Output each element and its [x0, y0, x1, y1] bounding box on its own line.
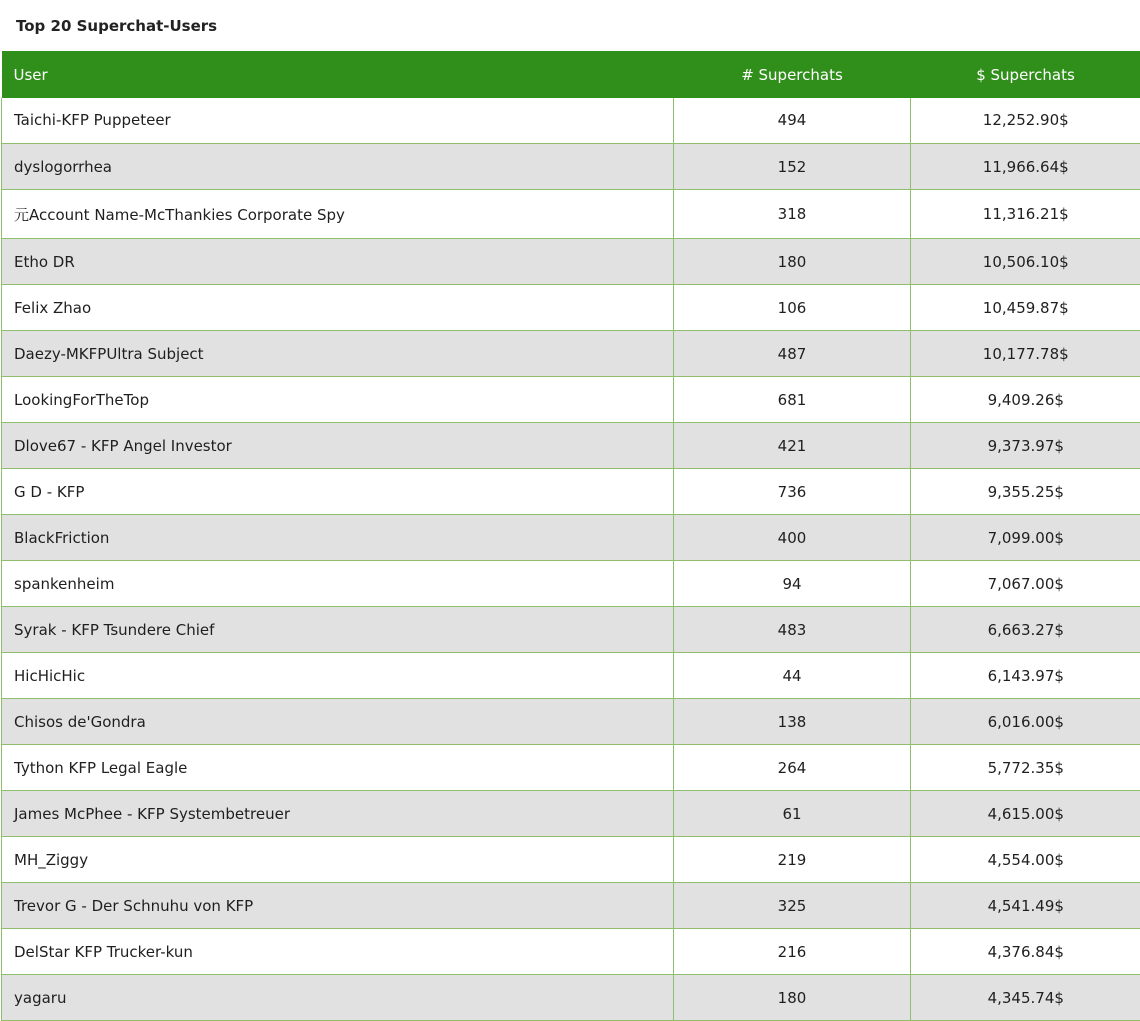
cell-superchat-count: 736: [674, 469, 911, 515]
cell-superchat-amount: 7,099.00$: [911, 515, 1140, 561]
cell-superchat-count: 216: [674, 929, 911, 975]
cell-user-name: 元Account Name-McThankies Corporate Spy: [2, 190, 674, 239]
superchat-users-table-container: [1, 51, 1140, 1021]
cell-superchat-amount: 4,554.00$: [911, 837, 1140, 883]
cell-superchat-count: 681: [674, 377, 911, 423]
cell-superchat-count: 318: [674, 190, 911, 239]
cell-superchat-count: 494: [674, 98, 911, 144]
cell-superchat-count: 400: [674, 515, 911, 561]
cell-user-name: Dlove67 - KFP Angel Investor: [2, 423, 674, 469]
table-header: [2, 52, 1140, 98]
superchat-users-table: [1, 51, 1140, 1021]
cell-superchat-count: 180: [674, 239, 911, 285]
cell-superchat-count: 180: [674, 975, 911, 1021]
cell-superchat-count: 264: [674, 745, 911, 791]
table-row: [2, 837, 1140, 883]
cell-superchat-count: 483: [674, 607, 911, 653]
cell-superchat-amount: 4,345.74$: [911, 975, 1140, 1021]
cell-superchat-count: 487: [674, 331, 911, 377]
table-row: [2, 285, 1140, 331]
cell-user-name: DelStar KFP Trucker-kun: [2, 929, 674, 975]
cell-user-name: HicHicHic: [2, 653, 674, 699]
cell-superchat-amount: 7,067.00$: [911, 561, 1140, 607]
table-row: [2, 561, 1140, 607]
page-title: Top 20 Superchat-Users: [16, 17, 218, 35]
column-header-user[interactable]: User: [2, 52, 674, 98]
cell-superchat-amount: 10,459.87$: [911, 285, 1140, 331]
cell-superchat-count: 61: [674, 791, 911, 837]
cell-user-name: Chisos de'Gondra: [2, 699, 674, 745]
table-row: [2, 377, 1140, 423]
cell-user-name: dyslogorrhea: [2, 144, 674, 190]
table-row: [2, 791, 1140, 837]
table-row: [2, 699, 1140, 745]
cell-user-name: G D - KFP: [2, 469, 674, 515]
cell-user-name: MH_Ziggy: [2, 837, 674, 883]
cell-superchat-amount: 9,409.26$: [911, 377, 1140, 423]
cell-user-name: Syrak - KFP Tsundere Chief: [2, 607, 674, 653]
table-header-row: [2, 52, 1140, 98]
table-row: [2, 144, 1140, 190]
cell-superchat-count: 219: [674, 837, 911, 883]
cell-superchat-amount: 9,355.25$: [911, 469, 1140, 515]
table-row: [2, 469, 1140, 515]
cell-user-name: James McPhee - KFP Systembetreuer: [2, 791, 674, 837]
cell-superchat-amount: 11,316.21$: [911, 190, 1140, 239]
cell-user-name: Tython KFP Legal Eagle: [2, 745, 674, 791]
column-header-superchat-count[interactable]: # Superchats: [674, 52, 911, 98]
table-row: [2, 653, 1140, 699]
column-header-superchat-amount[interactable]: $ Superchats: [911, 52, 1140, 98]
table-row: [2, 929, 1140, 975]
table-row: [2, 515, 1140, 561]
table-row: [2, 190, 1140, 239]
cell-superchat-amount: 5,772.35$: [911, 745, 1140, 791]
cell-superchat-count: 106: [674, 285, 911, 331]
cell-superchat-amount: 11,966.64$: [911, 144, 1140, 190]
cell-user-name: Taichi-KFP Puppeteer: [2, 98, 674, 144]
table-row: [2, 607, 1140, 653]
cell-superchat-amount: 4,615.00$: [911, 791, 1140, 837]
cell-superchat-count: 421: [674, 423, 911, 469]
table-row: [2, 98, 1140, 144]
cell-superchat-count: 138: [674, 699, 911, 745]
cell-user-name: Trevor G - Der Schnuhu von KFP: [2, 883, 674, 929]
cell-superchat-amount: 6,143.97$: [911, 653, 1140, 699]
cell-user-name: spankenheim: [2, 561, 674, 607]
cell-superchat-count: 94: [674, 561, 911, 607]
cell-user-name: LookingForTheTop: [2, 377, 674, 423]
cell-user-name: Daezy-MKFPUltra Subject: [2, 331, 674, 377]
table-row: [2, 745, 1140, 791]
table-row: [2, 331, 1140, 377]
cell-user-name: BlackFriction: [2, 515, 674, 561]
cell-superchat-amount: 12,252.90$: [911, 98, 1140, 144]
cell-user-name: yagaru: [2, 975, 674, 1021]
cell-superchat-amount: 6,663.27$: [911, 607, 1140, 653]
cell-superchat-amount: 6,016.00$: [911, 699, 1140, 745]
cell-superchat-count: 152: [674, 144, 911, 190]
table-row: [2, 423, 1140, 469]
table-row: [2, 975, 1140, 1021]
cell-superchat-amount: 9,373.97$: [911, 423, 1140, 469]
cell-superchat-amount: 4,541.49$: [911, 883, 1140, 929]
cell-superchat-amount: 4,376.84$: [911, 929, 1140, 975]
table-row: [2, 883, 1140, 929]
cell-superchat-amount: 10,177.78$: [911, 331, 1140, 377]
cell-user-name: Felix Zhao: [2, 285, 674, 331]
cell-superchat-amount: 10,506.10$: [911, 239, 1140, 285]
table-row: [2, 239, 1140, 285]
cell-user-name: Etho DR: [2, 239, 674, 285]
cell-superchat-count: 44: [674, 653, 911, 699]
table-body: [2, 98, 1140, 1021]
cell-superchat-count: 325: [674, 883, 911, 929]
